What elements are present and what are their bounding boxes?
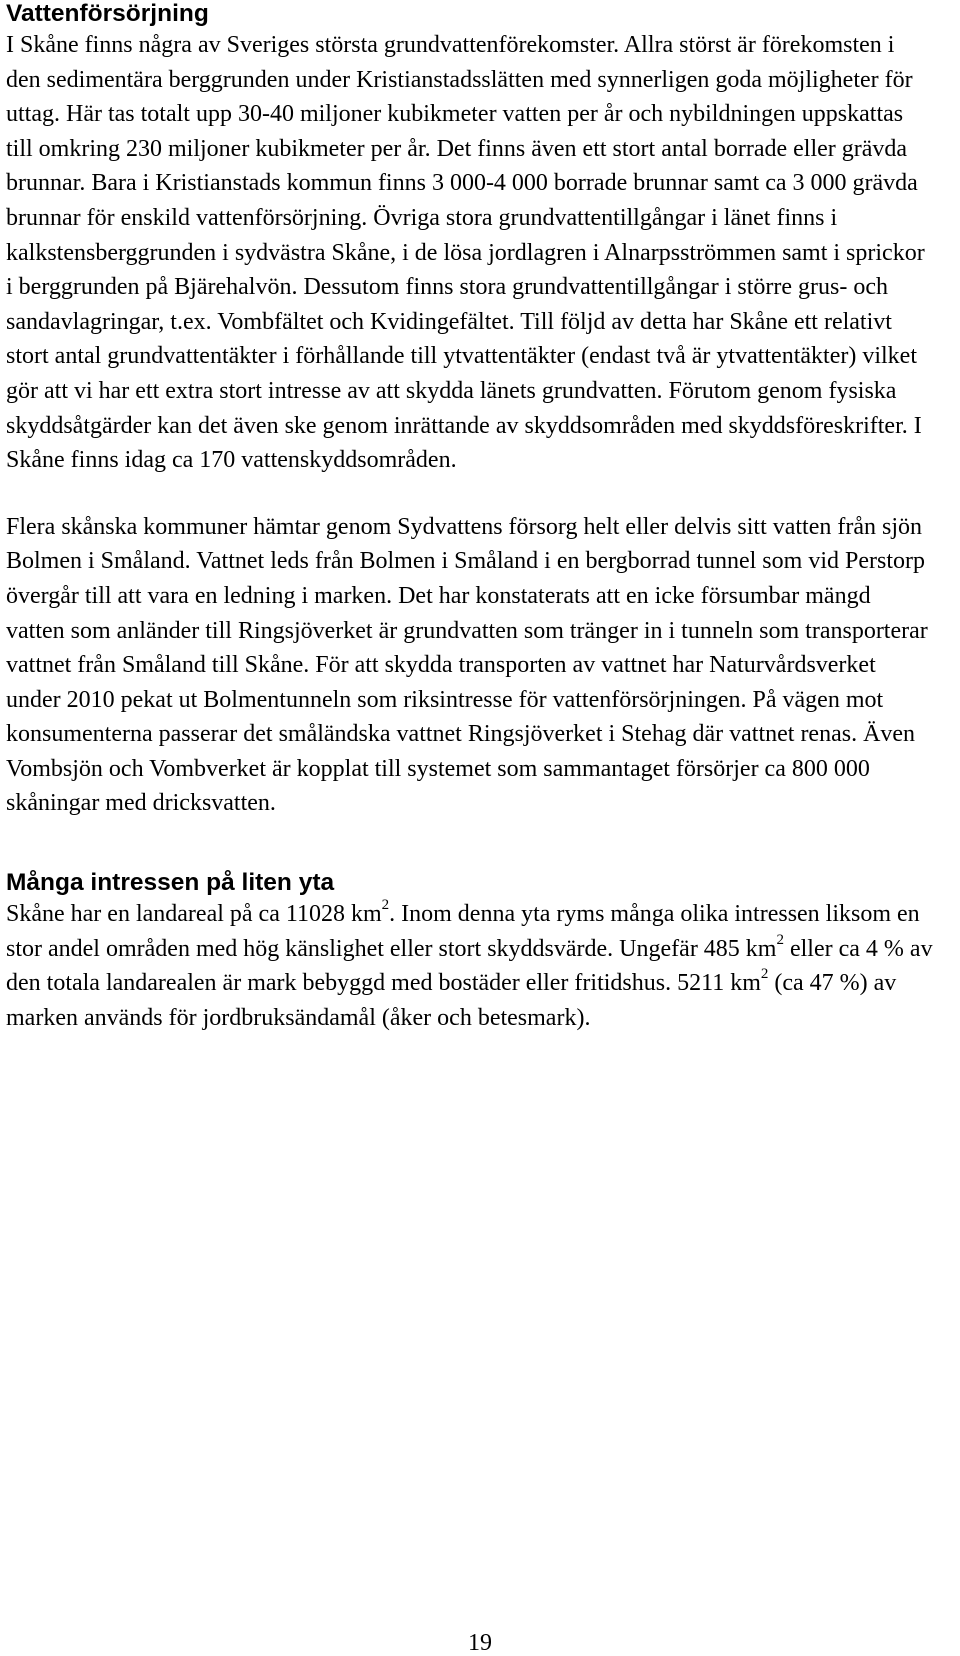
- paragraph-land-area: [6, 897, 934, 1035]
- superscript: 2: [760, 966, 769, 983]
- text-segment: . Inom denna yta ryms många olika intressen liksom en stor andel områden med hög känslighet eller stort skyddsvärde. Ungefär 485 km: [6, 901, 920, 962]
- paragraph-bolmen: Flera skånska kommuner hämtar genom Sydvattens försorg helt eller delvis sitt vatten från sjön Bolmen i Småland. Vattnet leds från Bolmen i Småland i en bergborrad tunnel som vid Perstorp övergår till att vara en ledning i marken. Det har konstaterats att en icke försumbar mängd vatten som anländer till Ringsjöverket är grundvatten som tränger in i tunneln som transporterar vattnet från Småland till Skåne. För att skydda transporten av vattnet har Naturvårdsverket under 2010 pekat ut Bolmentunneln som riksintresse för vattenförsörjningen. På vägen mot konsumenterna passerar det småländska vattnet Ringsjöverket i Stehag där vattnet renas. Även Vombsjön och Vombverket är kopplat till systemet som sammantaget försörjer ca 800 000 skåningar med dricksvatten.: [6, 513, 928, 817]
- document-page: [6, 0, 934, 1035]
- text-segment: Skåne har en landareal på ca 11028 km: [6, 901, 382, 928]
- text-segment: eller ca 4 % av den totala landarealen är mark bebyggd med bostäder eller fritidshus. 5211 km: [6, 935, 933, 997]
- text-segment: (ca 47 %) av marken används för jordbruksändamål (åker och betesmark).: [6, 970, 897, 1031]
- paragraph-groundwater: I Skåne finns några av Sveriges största grundvattenförekomster. Allra störst är förekomsten i den sedimentära berggrunden under Kristianstadsslätten med synnerligen goda möjligheter för uttag. Här tas totalt upp 30-40 miljoner kubikmeter vatten per år och nybildningen uppskattas till omkring 230 miljoner kubikmeter per år. Det finns även ett stort antal borrade eller grävda brunnar. Bara i Kristianstads kommun finns 3 000-4 000 borrade brunnar samt ca 3 000 grävda brunnar för enskild vattenförsörjning. Övriga stora grundvattentillgångar i länet finns i kalkstensberggrunden i sydvästra Skåne, i de lösa jordlagren i Alnarpsströmmen samt i sprickor i berggrunden på Bjärehalvön. Dessutom finns stora grundvattentillgångar i större grus- och sandavlagringar, t.ex. Vombfältet och Kvidingefältet. Till följd av detta har Skåne ett relativt stort antal grundvattentäkter i förhållande till ytvattentäkter (endast två är ytvattentäkter) vilket gör att vi har ett extra stort intresse av att skydda länets grundvatten. Förutom genom fysiska skyddsåtgärder kan det även ske genom inrättande av skyddsområden med skyddsföreskrifter. I Skåne finns idag ca 170 vattenskyddsområden.: [6, 32, 925, 474]
- superscript: 2: [381, 897, 390, 914]
- section-heading-manga-intressen: Många intressen på liten yta: [6, 869, 335, 897]
- superscript: 2: [776, 931, 784, 948]
- section-heading-vattenforsorjning: Vattenförsörjning: [6, 0, 209, 27]
- page-number: 19: [468, 1630, 492, 1656]
